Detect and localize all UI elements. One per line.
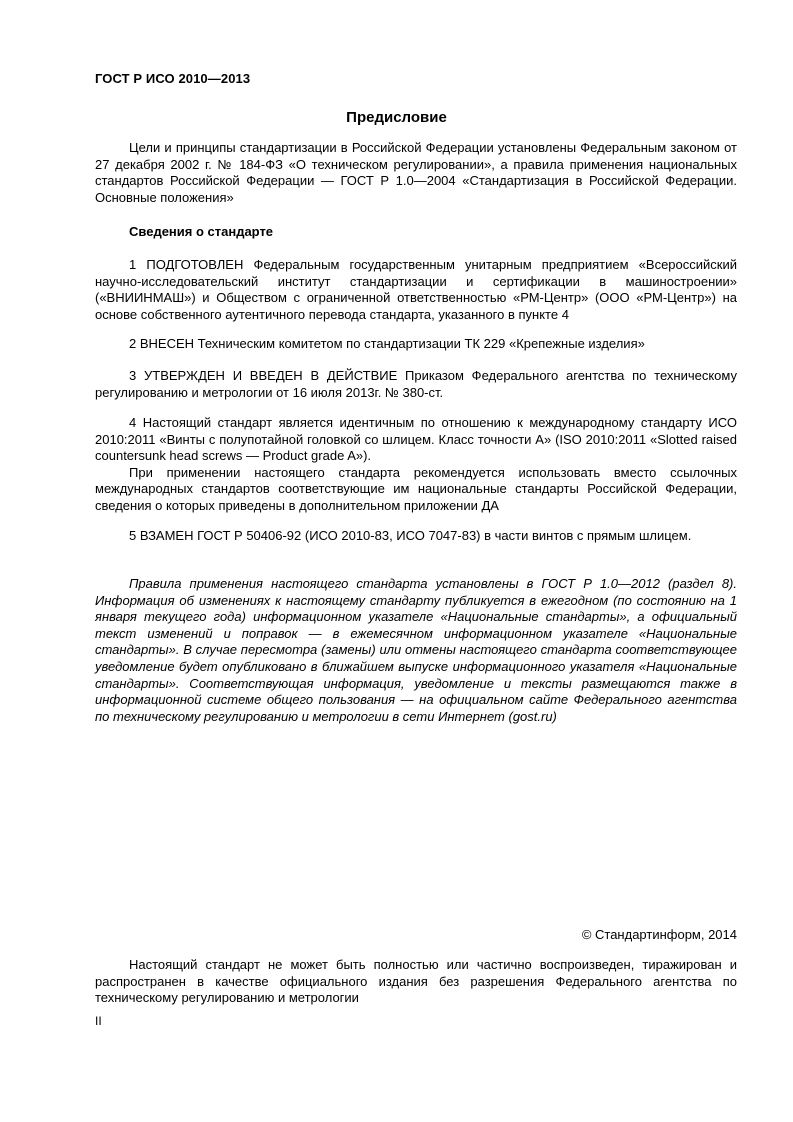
- page-number: II: [95, 1014, 102, 1028]
- item-1-paragraph: 1 ПОДГОТОВЛЕН Федеральным государственным унитарным предприятием «Всероссийский научно-исследовательский институт стандартизации и сертификации в машиностроении» («ВНИИНМАШ») и Обществом с ограниченной ответственностью «РМ-Центр» (ООО «РМ-Центр») на основе собственного аутентичного перевода стандарта, указанного в пункте 4: [95, 257, 737, 322]
- copyright-line: © Стандартинформ, 2014: [581, 927, 737, 942]
- item-2-paragraph: 2 ВНЕСЕН Техническим комитетом по стандартизации ТК 229 «Крепежные изделия»: [129, 336, 645, 351]
- reproduction-notice: Настоящий стандарт не может быть полностью или частично воспроизведен, тиражирован и распространен в качестве официального издания без разрешения Федерального агентства по техническому регулированию и метрологии: [95, 957, 737, 1006]
- item4-block: [95, 415, 737, 515]
- item5-block: [95, 528, 737, 545]
- italic-notice-block: [95, 576, 737, 725]
- item-4-note: При применении настоящего стандарта рекомендуется использовать вместо ссылочных международных стандартов соответствующие им национальные стандарты Российской Федерации, сведения о которых приведены в дополнительном приложении ДА: [95, 464, 737, 513]
- item2-block: [95, 336, 737, 353]
- section-heading: Сведения о стандарте: [129, 224, 274, 239]
- section-heading-block: [95, 224, 737, 241]
- item-5-paragraph: 5 ВЗАМЕН ГОСТ Р 50406-92 (ИСО 2010-83, ИСО 7047-83) в части винтов с прямым шлицем.: [129, 528, 692, 543]
- intro-paragraph: Цели и принципы стандартизации в Российской Федерации установлены Федеральным законом от 27 декабря 2002 г. № 184-ФЗ «О техническом регулировании», а правила применения национальных стандартов Российской Федерации — ГОСТ Р 1.0—2004 «Стандартизация в Российской Федерации. Основные положения»: [95, 140, 737, 205]
- intro-paragraph-block: [95, 140, 737, 206]
- item3-block: [95, 368, 737, 401]
- page-title: Предисловие: [346, 109, 447, 126]
- item1-block: [95, 257, 737, 323]
- item-3-paragraph: 3 УТВЕРЖДЕН И ВВЕДЕН В ДЕЙСТВИЕ Приказом Федерального агентства по техническому регулированию и метрологии от 16 июля 2013г. № 380-ст.: [95, 368, 737, 400]
- reproduction-notice-block: [95, 957, 737, 1007]
- italic-notice: Правила применения настоящего стандарта установлены в ГОСТ Р 1.0—2012 (раздел 8). Информация об изменениях к настоящему стандарту публикуется в ежегодном (по состоянию на 1 января текущего года) информационном указателе «Национальные стандарты», а официальный текст изменений и поправок — в ежемесячном информационном указателе «Национальные стандарты». В случае пересмотра (замены) или отмены настоящего стандарта соответствующее уведомление будет опубликовано в ближайшем выпуске информационного указателя «Национальные стандарты». Соответствующая информация, уведомление и тексты размещаются также в информационной системе общего пользования — на официальном сайте Федерального агентства по техническому регулированию и метрологии в сети Интернет (gost.ru): [95, 576, 737, 724]
- document-code-header: ГОСТ Р ИСО 2010—2013: [95, 71, 251, 86]
- item-4-paragraph: 4 Настоящий стандарт является идентичным по отношению к международному стандарту ИСО 2010:2011 «Винты с полупотайной головкой со шлицем. Класс точности А» (ISO 2010:2011 «Slotted raised countersunk head screws — Product grade A»).: [95, 415, 737, 464]
